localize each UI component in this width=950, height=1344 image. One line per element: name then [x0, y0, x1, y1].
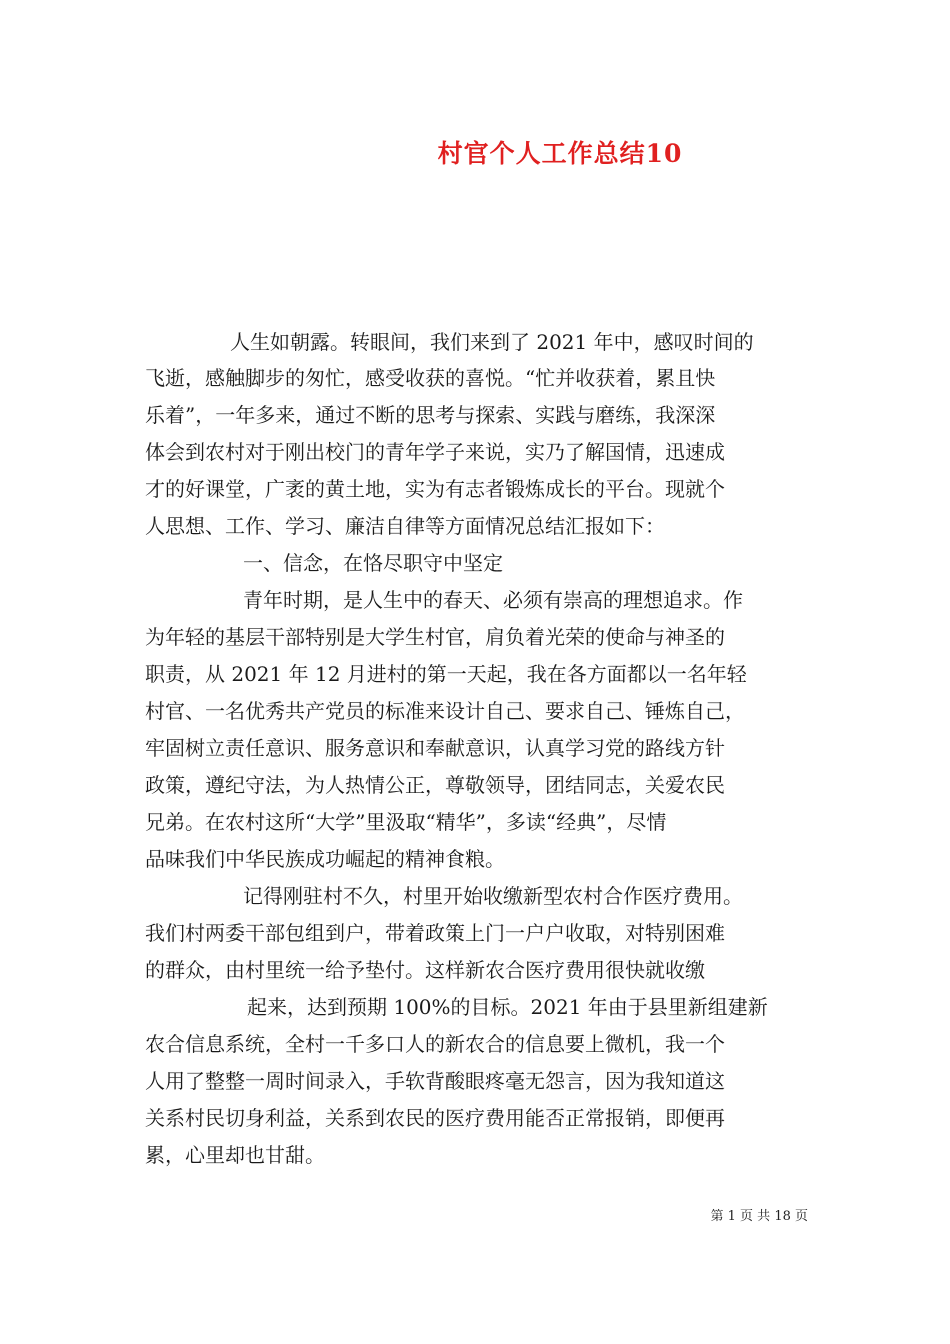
body-line: 职责，从 2021 年 12 月进村的第一天起，我在各方面都以一名年轻: [145, 662, 747, 686]
body-line: 记得刚驻村不久，村里开始收缴新型农村合作医疗费用。: [243, 884, 743, 908]
body-line: 乐着”，一年多来，通过不断的思考与探索、实践与磨练，我深深: [145, 403, 716, 427]
body-line: 关系村民切身利益，关系到农民的医疗费用能否正常报销，即便再: [145, 1106, 725, 1130]
body-line: 累，心里却也甘甜。: [145, 1143, 325, 1167]
page-number: 第 1 页 共 18 页: [710, 1209, 808, 1224]
body-line: 体会到农村对于刚出校门的青年学子来说，实乃了解国情，迅速成: [145, 440, 725, 464]
body-line: 青年时期，是人生中的春天、必须有崇高的理想追求。作: [243, 588, 743, 612]
body-line: 人用了整整一周时间录入，手软背酸眼疼毫无怨言，因为我知道这: [145, 1069, 725, 1093]
body-line: 村官、一名优秀共产党员的标准来设计自己、要求自己、锤炼自己，: [145, 699, 745, 723]
body-line: 人生如朝露。转眼间，我们来到了 2021 年中，感叹时间的: [230, 330, 754, 354]
body-line: 的群众，由村里统一给予垫付。这样新农合医疗费用很快就收缴: [145, 958, 705, 982]
body-line: 农合信息系统，全村一千多口人的新农合的信息要上微机，我一个: [145, 1032, 725, 1056]
body-line: 兄弟。在农村这所“大学”里汲取“精华”，多读“经典”，尽情: [145, 810, 667, 834]
body-line: 牢固树立责任意识、服务意识和奉献意识，认真学习党的路线方针: [145, 736, 725, 760]
body-line: 政策，遵纪守法，为人热情公正，尊敬领导，团结同志，关爱农民: [145, 773, 725, 797]
body-line: 起来，达到预期 100%的目标。2021 年由于县里新组建新: [247, 995, 768, 1019]
body-line: 才的好课堂，广袤的黄土地，实为有志者锻炼成长的平台。现就个: [145, 477, 725, 501]
body-line: 品味我们中华民族成功崛起的精神食粮。: [145, 847, 505, 871]
body-line: 为年轻的基层干部特别是大学生村官，肩负着光荣的使命与神圣的: [145, 625, 725, 649]
section-heading: 一、信念，在恪尽职守中坚定: [243, 551, 503, 575]
document-title: 村官个人工作总结10: [437, 139, 683, 168]
body-line: 人思想、工作、学习、廉洁自律等方面情况总结汇报如下：: [145, 514, 665, 538]
body-line: 飞逝，感触脚步的匆忙，感受收获的喜悦。“忙并收获着，累且快: [145, 366, 716, 390]
body-line: 我们村两委干部包组到户，带着政策上门一户户收取，对特别困难: [145, 921, 725, 945]
